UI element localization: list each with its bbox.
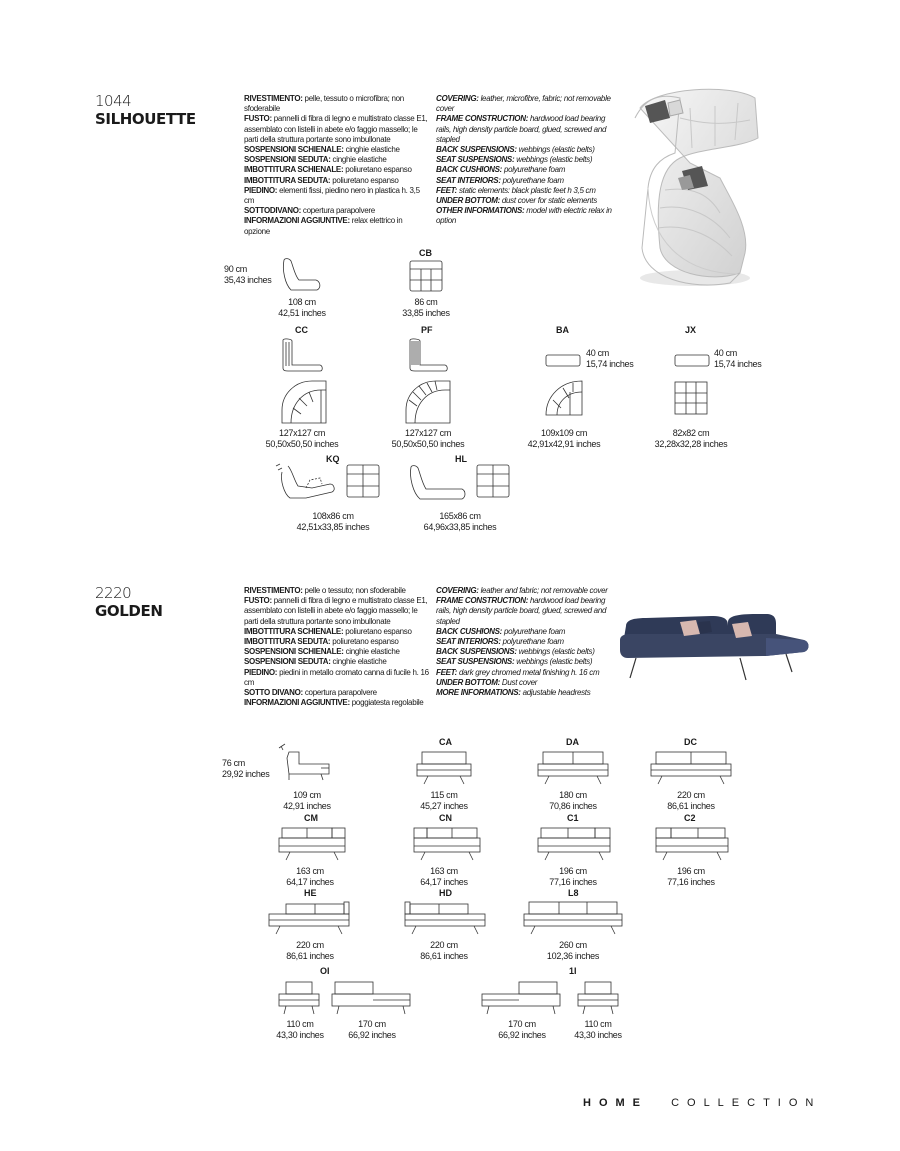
spec-it-key: RIVESTIMENTO: [244,94,303,103]
footer-collection: COLLECTION [671,1097,822,1109]
module-hd-inches: 86,61 inches [420,950,468,961]
module-1i-b-drawing [577,980,619,1016]
spec-en-key: FEET: [436,667,458,677]
module-hl-side-drawing [408,465,468,501]
spec-en-value: polyurethane foam [500,637,564,647]
module-kq-inches: 42,51x33,85 inches [296,521,370,532]
module-cn-drawing [413,826,481,862]
module-cm-cm: 163 cm [296,866,324,876]
height-inches: 35,43 inches [224,274,272,285]
spec-it-key: SOSPENSIONI SEDUTA: [244,155,331,165]
module-dc-inches: 86,61 inches [667,800,715,811]
module-cc-side-drawing [280,338,324,372]
spec-it-line [244,206,429,216]
module-he-cm: 220 cm [296,940,324,950]
module-hl-dimension [420,511,500,532]
footer-brand [583,1097,821,1109]
module-label-da: DA [566,737,579,747]
module-l8-drawing [523,900,623,936]
spec-it-value: copertura parapolvere [301,206,375,216]
module-ca-drawing [416,750,472,786]
product-code-2: 2220 [95,584,132,602]
spec-en-key: SEAT SUSPENSIONS: [436,155,515,165]
height-dimension [224,264,271,285]
module-jx-top-drawing [674,381,708,415]
spec-en-key: BACK CUSHIONS: [436,165,503,175]
module-dc-dimension [651,790,731,811]
spec-it-value: cinghie elastiche [343,145,400,155]
spec-it-key: SOTTODIVANO: [244,206,301,216]
spec-en-value: adjustable headrests [520,688,591,698]
module-he-inches: 86,61 inches [286,950,334,961]
product-name: SILHOUETTE [95,110,196,128]
module-da-cm: 180 cm [559,790,587,800]
spec-english-2 [436,586,618,698]
spec-italian-2 [244,586,429,708]
module-cc-top-drawing [281,380,327,424]
spec-it-value: cinghie elastiche [343,647,400,657]
spec-it-line [244,145,429,155]
spec-en-value: polyurethane foam [502,165,566,175]
spec-it-line [244,627,429,637]
spec-it-line [244,216,429,236]
spec-it-key: IMBOTTITURA SEDUTA: [244,175,331,185]
spec-it-line [244,155,429,165]
module-label-l8: L8 [568,888,579,898]
module-kq-top-drawing [346,464,380,498]
height-dimension-2 [222,758,269,779]
spec-it-value: cinghie elastiche [330,657,387,667]
module-c2-cm: 196 cm [677,866,705,876]
module-pf-inches: 50,50x50,50 inches [391,438,465,449]
module-oi-a-inches: 43,30 inches [276,1029,324,1040]
spec-en-key: SEAT INTERIORS: [436,637,501,647]
module-label-he: HE [304,888,317,898]
module-dc-cm: 220 cm [677,790,705,800]
spec-en-value: hardwood load bearing rails, high density particle board, glued, screwed and stapled [436,114,607,144]
module-label-oi: OI [320,966,330,976]
spec-it-key: PIEDINO: [244,185,278,195]
spec-en-key: SEAT SUSPENSIONS: [436,657,515,667]
module-hl-top-drawing [476,464,510,498]
spec-it-key: INFORMAZIONI AGGIUNTIVE: [244,216,350,226]
spec-it-key: SOSPENSIONI SCHIENALE: [244,145,344,155]
spec-it-key: SOSPENSIONI SEDUTA: [244,657,331,667]
spec-it-key: PIEDINO: [244,667,278,677]
side-depth-cm-2: 109 cm [293,790,321,800]
module-label-cm: CM [304,813,318,823]
spec-en-line [436,596,618,627]
product-code: 1044 [95,92,132,110]
spec-it-line [244,637,429,647]
spec-it-key: INFORMAZIONI AGGIUNTIVE: [244,698,350,708]
spec-italian [244,94,429,237]
spec-it-line [244,586,429,596]
module-cn-inches: 64,17 inches [420,876,468,887]
spec-it-value: pannelli di fibra di legno e multistrato classe E1, assemblato con listelli in abete e/o faggio massello; le parti della struttura portante sono imbullonate [244,114,428,144]
spec-en-value: webbings (elastic belts) [516,647,595,657]
module-ca-cm: 115 cm [430,790,458,800]
spec-en-value: Dust cover [499,677,538,687]
spec-it-line [244,657,429,667]
module-cn-cm: 163 cm [430,866,458,876]
module-hd-drawing [404,900,486,936]
spec-en-value: dark grey chromed metal finishing h. 16 cm [457,667,600,677]
module-c2-dimension [651,866,731,887]
module-kq-side-drawing [276,464,338,502]
module-ba-top-drawing [545,380,583,416]
spec-en-line [436,114,618,145]
spec-en-line [436,637,618,647]
spec-en-key: UNDER BOTTOM: [436,677,500,687]
spec-it-line [244,647,429,657]
spec-it-value: elementi fissi, piedino nero in plastica h. 3,5 cm [244,185,420,206]
module-c1-cm: 196 cm [559,866,587,876]
module-ba-height-inches: 15,74 inches [586,358,634,369]
module-cc-dimension [262,428,342,449]
side-depth-cm: 108 cm [288,297,316,307]
module-ba-height-cm: 40 cm [586,348,610,358]
spec-en-key: BACK CUSHIONS: [436,626,503,636]
golden-sofa-image [616,608,810,688]
spec-en-line [436,176,618,186]
module-c1-dimension [533,866,613,887]
module-hl-cm: 165x86 cm [439,511,481,521]
spec-it-value: pannelli di fibra di legno e multistrato classe E1, assemblato con listelli in abete e/o faggio massello; le parti della struttura portante sono imbullonate [244,596,428,626]
spec-en-key: UNDER BOTTOM: [436,196,500,206]
module-cn-dimension [404,866,484,887]
module-hd-cm: 220 cm [430,940,458,950]
module-cc-inches: 50,50x50,50 inches [265,438,339,449]
spec-en-line [436,145,618,155]
module-c1-inches: 77,16 inches [549,876,597,887]
module-c2-drawing [655,826,729,862]
height-cm-2: 76 cm [222,758,246,768]
module-kq-cm: 108x86 cm [312,511,354,521]
spec-it-value: poliuretano espanso [330,637,399,647]
spec-en-value: polyurethane foam [502,626,566,636]
module-da-drawing [537,750,609,786]
spec-it-key: FUSTO: [244,596,272,606]
product-name-2: GOLDEN [95,602,163,620]
module-da-dimension [533,790,613,811]
spec-en-value: polyurethane foam [500,175,564,185]
module-label-kq: KQ [326,454,340,464]
module-oi-a-drawing [278,980,320,1016]
module-oi-a-cm: 110 cm [286,1019,314,1029]
spec-en-line [436,94,618,114]
spec-en-line [436,668,618,678]
spec-it-value: pelle o tessuto; non sfoderabile [302,586,406,595]
side-profile-drawing-2 [277,742,335,782]
module-1i-a-cm: 170 cm [508,1019,536,1029]
spec-en-line [436,165,618,175]
spec-it-key: IMBOTTITURA SEDUTA: [244,637,331,647]
spec-it-value: piedini in metallo cromato canna di fucile h. 16 cm [244,667,429,687]
spec-it-key: SOTTO DIVANO: [244,688,303,698]
spec-it-key: FUSTO: [244,114,272,124]
module-label-ba: BA [556,325,569,335]
spec-it-key: SOSPENSIONI SCHIENALE: [244,647,344,657]
module-cm-dimension [270,866,350,887]
module-label-cb: CB [419,248,432,258]
height-cm: 90 cm [224,264,248,274]
spec-it-line [244,94,429,114]
spec-en-key: OTHER INFORMATIONS: [436,206,525,216]
spec-it-key: IMBOTTITURA SCHIENALE: [244,626,344,636]
spec-en-value: leather and fabric; not removable cover [478,586,608,595]
module-l8-cm: 260 cm [559,940,587,950]
module-label-c2: C2 [684,813,696,823]
module-oi-b-drawing [331,980,411,1016]
spec-en-line [436,196,618,206]
module-he-drawing [268,900,350,936]
spec-it-value: poggiatesta regolabile [349,698,424,708]
spec-en-line [436,657,618,667]
spec-en-value: dust cover for static elements [499,196,597,206]
module-label-pf: PF [421,325,433,335]
spec-it-value: relax elettrico in opzione [244,216,403,236]
height-inches-2: 29,92 inches [222,768,270,779]
spec-it-line [244,176,429,186]
side-depth-inches-2: 42,91 inches [283,800,331,811]
spec-en-key: BACK SUSPENSIONS: [436,647,517,657]
spec-en-line [436,206,618,226]
spec-it-key: RIVESTIMENTO: [244,586,303,595]
spec-it-line [244,114,429,145]
module-jx-height-inches: 15,74 inches [714,358,762,369]
module-jx-height-cm: 40 cm [714,348,738,358]
module-label-c1: C1 [567,813,579,823]
module-hd-dimension [404,940,484,961]
module-cm-inches: 64,17 inches [286,876,334,887]
spec-en-key: FRAME CONSTRUCTION: [436,596,529,606]
module-label-ca: CA [439,737,452,747]
module-1i-a-drawing [481,980,561,1016]
module-1i-b-inches: 43,30 inches [574,1029,622,1040]
module-hl-inches: 64,96x33,85 inches [423,521,497,532]
module-he-dimension [270,940,350,961]
spec-it-line [244,688,429,698]
spec-it-value: cinghie elastiche [330,155,387,165]
spec-english [436,94,618,227]
module-ba-dimension [524,428,604,449]
spec-en-value: hardwood load bearing rails, high density particle board, glued, screwed and stapled [436,596,607,626]
spec-it-key: IMBOTTITURA SCHIENALE: [244,165,344,175]
side-depth-dimension-2 [275,790,339,811]
module-label-dc: DC [684,737,697,747]
module-cb-dimension [393,297,459,318]
module-ca-inches: 45,27 inches [420,800,468,811]
module-ba-side-drawing [545,354,581,368]
module-oi-b-inches: 66,92 inches [348,1029,396,1040]
module-1i-b-cm: 110 cm [584,1019,612,1029]
module-oi-b-dimension [342,1019,402,1040]
module-pf-cm: 127x127 cm [404,428,452,438]
spec-en-key: COVERING: [436,586,479,595]
spec-en-line [436,678,618,688]
spec-en-key: BACK SUSPENSIONS: [436,145,517,155]
module-jx-side-drawing [674,354,710,368]
module-pf-top-drawing [405,380,451,424]
module-l8-dimension [533,940,613,961]
side-depth-inches: 42,51 inches [278,307,326,318]
module-cc-cm: 127x127 cm [278,428,326,438]
spec-en-key: FRAME CONSTRUCTION: [436,114,529,124]
module-label-cn: CN [439,813,452,823]
spec-it-value: poliuretano espanso [343,165,412,175]
spec-en-value: webbings (elastic belts) [514,657,593,667]
spec-en-key: COVERING: [436,94,479,103]
module-ba-cm: 109x109 cm [540,428,588,438]
spec-it-line [244,668,429,688]
module-dc-drawing [650,750,732,786]
module-label-jx: JX [685,325,697,335]
module-1i-b-dimension [568,1019,628,1040]
silhouette-sofa-image [620,78,770,293]
spec-it-value: copertura parapolvere [302,688,377,698]
module-label-hd: HD [439,888,452,898]
module-jx-inches: 32,28x32,28 inches [654,438,728,449]
module-oi-b-cm: 170 cm [358,1019,386,1029]
module-pf-side-drawing [407,338,449,372]
module-ba-height [586,348,633,369]
spec-en-value: model with electric relax in option [436,206,612,226]
spec-en-line [436,688,618,698]
module-kq-dimension [293,511,373,532]
module-1i-a-dimension [492,1019,552,1040]
module-jx-dimension [651,428,731,449]
module-label-hl: HL [455,454,467,464]
module-jx-cm: 82x82 cm [672,428,710,438]
module-da-inches: 70,86 inches [549,800,597,811]
spec-en-value: leather, microfibre, fabric; not removable cover [436,94,611,114]
spec-it-line [244,165,429,175]
spec-en-key: SEAT INTERIORS: [436,175,501,185]
spec-en-line [436,586,618,596]
spec-it-line [244,186,429,206]
side-profile-drawing [281,258,323,294]
spec-it-line [244,596,429,627]
module-1i-a-inches: 66,92 inches [498,1029,546,1040]
module-cm-drawing [278,826,346,862]
spec-it-line [244,698,429,708]
module-l8-inches: 102,36 inches [546,950,600,961]
footer-home: HOME [583,1097,648,1109]
module-ba-inches: 42,91x42,91 inches [527,438,601,449]
spec-en-value: webbings (elastic belts) [514,155,593,165]
spec-en-key: FEET: [436,185,458,195]
module-cb-cm: 86 cm [414,297,438,307]
spec-it-value: poliuretano espanso [330,175,399,185]
spec-en-line [436,647,618,657]
spec-it-value: pelle, tessuto o microfibra; non sfoderabile [244,94,404,114]
module-c2-inches: 77,16 inches [667,876,715,887]
side-depth-dimension [270,297,334,318]
module-c1-drawing [537,826,611,862]
module-label-1i: 1I [569,966,577,976]
spec-en-value: webbings (elastic belts) [516,145,595,155]
spec-en-line [436,186,618,196]
spec-en-line [436,155,618,165]
module-pf-dimension [388,428,468,449]
module-cb-inches: 33,85 inches [402,307,450,318]
spec-it-value: poliuretano espanso [343,626,412,636]
module-ca-dimension [404,790,484,811]
module-label-cc: CC [295,325,308,335]
module-oi-a-dimension [270,1019,330,1040]
spec-en-key: MORE INFORMATIONS: [436,688,521,698]
spec-en-line [436,627,618,637]
module-cb-drawing [409,260,443,292]
module-jx-height [714,348,761,369]
spec-en-value: static elements: black plastic feet h 3,5 cm [457,185,596,195]
